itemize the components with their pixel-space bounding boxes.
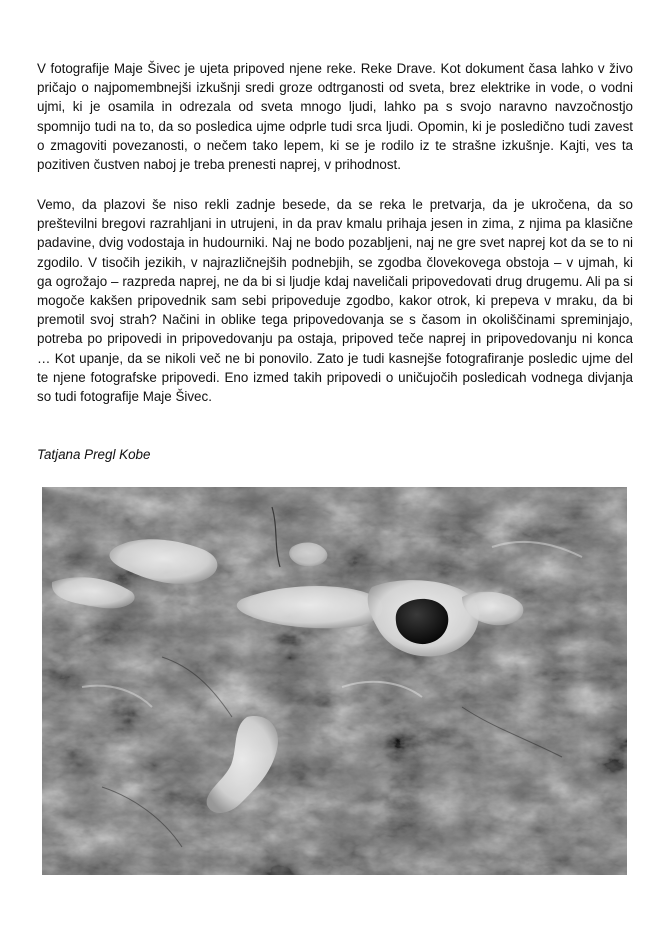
paragraph-main: Vemo, da plazovi še niso rekli zadnje besede, da se reka le pretvarja, da je ukročena, da so preštevilni bregovi razrahljani in utrujeni, in da prav kmalu prihaja jesen in zima, z njima pa klasične padavine, dvig vodostaja in hudourniki. Naj ne bodo pozabljeni, naj ne gre svet naprej kot da se to ni zgodilo. V tisočih jezikih, v najrazličnejših podnebjih, se zgodba človekovega obstoja – v ujmah, ki ga ogrožajo – razpreda naprej, ne da bi si ljudje kdaj naveličali pripovedovati drug drugemu. Ali pa si mogoče kakšen pripovednik sam sebi pripoveduje zgodbo, kakor otrok, ki prepeva v mraku, da bi premotil svoj strah? Načini in oblike tega pripovedovanja se s časom in okoliščinami spreminjajo, potreba po pripovedi in pripovedovanju pa ostaja, pripoved teče naprej in pripovedovanju ni konca … Kot upanje, da se nikoli več ne bi ponovilo. Zato je tudi kasnejše fotografiranje posledic ujme del te njene fotografske pripovedi. Eno izmed takih pripovedi o uničujočih posledicah vodnega divjanja so tudi fotografije Maje Šivec.	[37, 197, 633, 405]
river-mud-photograph	[42, 487, 627, 875]
paragraph-intro: V fotografije Maje Šivec je ujeta pripoved njene reke. Reke Drave. Kot dokument časa lahko v živo pričajo o najpomembnejši izkušnji sredi groze odtrganosti od sveta, brez elektrike in vode, o vodni ujmi, ki je osamila in odrezala od sveta mnogo ljudi, lahko pa s svojo naravno navzočnostjo spomnijo tudi na to, da so posledica ujme odprle tudi srca ljudi. Opomin, ki je posledično tudi zavest o zmagoviti povezanosti, o nečem tako lepem, ki se je rodilo iz te strašne izkušnje. Kajti, ves ta pozitiven čustven naboj je treba prenesti naprej, v prihodnost.	[37, 61, 633, 173]
photograph-image	[42, 487, 627, 875]
author-signature: Tatjana Pregl Kobe	[37, 447, 151, 462]
